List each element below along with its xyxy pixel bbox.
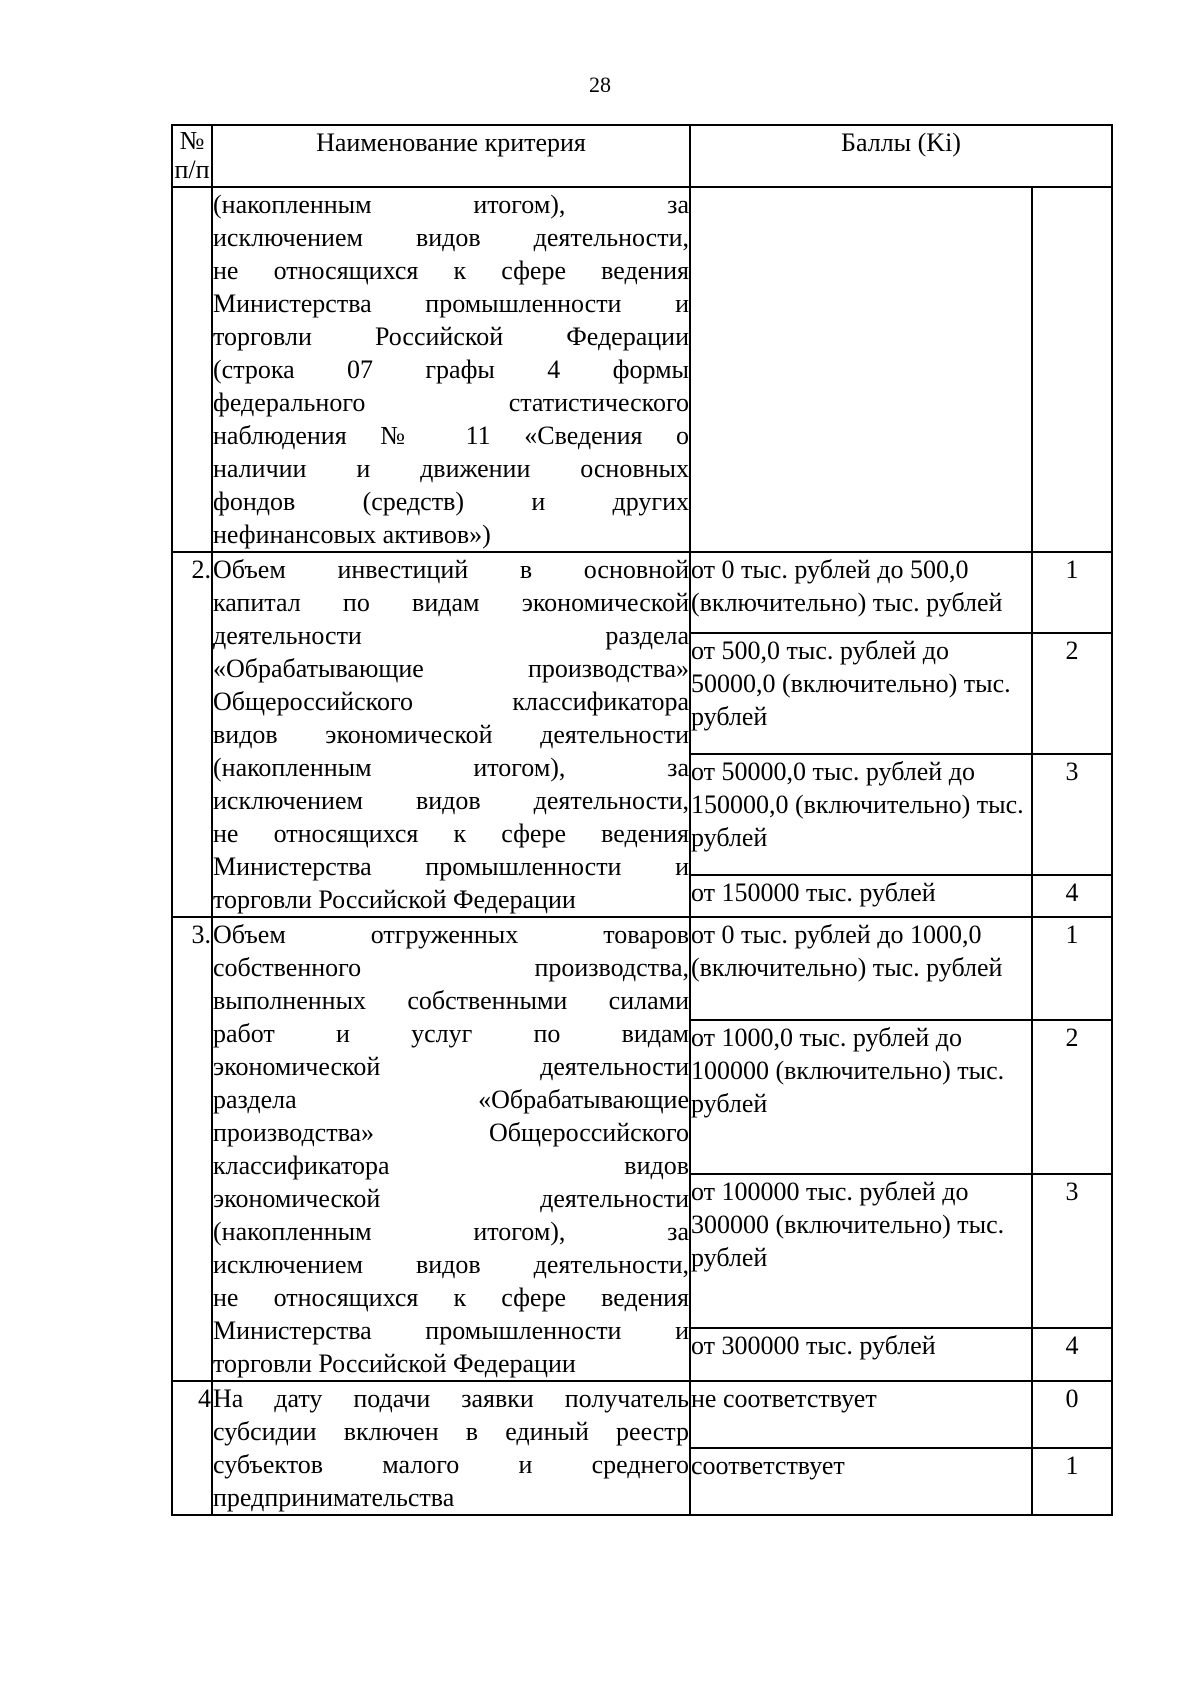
criterion-name-line: субъектов малого и среднего <box>213 1450 689 1479</box>
criterion-name <box>212 187 690 552</box>
row-number: 2. <box>172 552 212 917</box>
criterion-name-line: производства» Общероссийского <box>213 1118 689 1147</box>
score-range: не соответствует <box>690 1381 1032 1448</box>
criterion-name-line: фондов (средств) и других <box>213 487 689 516</box>
score-points: 2 <box>1032 1020 1112 1174</box>
criteria-table-body <box>172 125 1112 1515</box>
criterion-name-line: предпринимательства <box>213 1483 455 1512</box>
criterion-name-line: работ и услуг по видам <box>213 1019 689 1048</box>
criterion-name-line: собственного производства, <box>213 953 689 982</box>
score-range: от 0 тыс. рублей до 500,0 (включительно) тыс. рублей <box>690 552 1032 633</box>
criterion-name-line: торговли Российской Федерации <box>213 322 689 351</box>
header-score: Баллы (Ki) <box>690 125 1112 187</box>
score-range: от 150000 тыс. рублей <box>690 875 1032 917</box>
criterion-name-line: Объем отгруженных товаров <box>213 920 689 949</box>
score-points: 4 <box>1032 1328 1112 1381</box>
score-range: от 100000 тыс. рублей до 300000 (включительно) тыс. рублей <box>690 1174 1032 1328</box>
criterion-name-line: наличии и движении основных <box>213 454 689 483</box>
criterion-name-line: На дату подачи заявки получатель <box>213 1384 689 1413</box>
row-number: 3. <box>172 917 212 1381</box>
score-points: 0 <box>1032 1381 1112 1448</box>
criterion-name-line: исключением видов деятельности, <box>213 1250 689 1279</box>
score-range: от 300000 тыс. рублей <box>690 1328 1032 1381</box>
criterion-name-line: капитал по видам экономической <box>213 588 689 617</box>
criterion-name-line: деятельности раздела <box>213 621 689 650</box>
criterion-name-line: исключением видов деятельности, <box>213 223 689 252</box>
criterion-name-line: федерального статистического <box>213 388 689 417</box>
table-header-row <box>172 125 1112 187</box>
header-number: № п/п <box>172 125 212 187</box>
criterion-name-line: «Обрабатывающие производства» <box>213 654 689 683</box>
criterion-name-line: торговли Российской Федерации <box>213 1349 576 1378</box>
score-points: 3 <box>1032 754 1112 875</box>
criterion-name-line: Министерства промышленности и <box>213 852 689 881</box>
score-range: соответствует <box>690 1448 1032 1515</box>
criterion-name <box>212 1381 690 1515</box>
score-range: от 50000,0 тыс. рублей до 150000,0 (включительно) тыс. рублей <box>690 754 1032 875</box>
criterion-name-line: (накопленным итогом), за <box>213 190 689 219</box>
row-number <box>172 187 212 552</box>
score-range <box>690 187 1032 552</box>
score-range: от 1000,0 тыс. рублей до 100000 (включительно) тыс. рублей <box>690 1020 1032 1174</box>
table-row <box>172 1381 1112 1448</box>
score-points: 3 <box>1032 1174 1112 1328</box>
score-points: 1 <box>1032 552 1112 633</box>
score-points: 2 <box>1032 633 1112 754</box>
criterion-name-line: не относящихся к сфере ведения <box>213 819 689 848</box>
criterion-name <box>212 917 690 1381</box>
score-range: от 500,0 тыс. рублей до 50000,0 (включительно) тыс. рублей <box>690 633 1032 754</box>
continued-row <box>172 187 1112 552</box>
criterion-name-line: видов экономической деятельности <box>213 720 689 749</box>
criterion-name-line: Объем инвестиций в основной <box>213 555 689 584</box>
criterion-name-line: (накопленным итогом), за <box>213 1217 689 1246</box>
criterion-name-line: экономической деятельности <box>213 1184 689 1213</box>
criterion-name-line: исключением видов деятельности, <box>213 786 689 815</box>
score-points: 1 <box>1032 1448 1112 1515</box>
criterion-name-line: Министерства промышленности и <box>213 289 689 318</box>
header-criterion-name: Наименование критерия <box>212 125 690 187</box>
score-range: от 0 тыс. рублей до 1000,0 (включительно) тыс. рублей <box>690 917 1032 1020</box>
criterion-name <box>212 552 690 917</box>
row-number: 4 <box>172 1381 212 1515</box>
table-row <box>172 917 1112 1020</box>
criterion-name-line: Министерства промышленности и <box>213 1316 689 1345</box>
criterion-name-line: (строка 07 графы 4 формы <box>213 355 689 384</box>
criterion-name-line: экономической деятельности <box>213 1052 689 1081</box>
criterion-name-line: нефинансовых активов») <box>213 520 491 549</box>
page-number: 28 <box>589 72 611 97</box>
score-points <box>1032 187 1112 552</box>
score-points: 4 <box>1032 875 1112 917</box>
table-row <box>172 552 1112 633</box>
criterion-name-line: торговли Российской Федерации <box>213 885 576 914</box>
criterion-name-line: не относящихся к сфере ведения <box>213 256 689 285</box>
criteria-table <box>171 124 1113 1516</box>
criterion-name-line: не относящихся к сфере ведения <box>213 1283 689 1312</box>
criterion-name-line: Общероссийского классификатора <box>213 687 689 716</box>
criterion-name-line: (накопленным итогом), за <box>213 753 689 782</box>
criterion-name-line: раздела «Обрабатывающие <box>213 1085 689 1114</box>
criterion-name-line: выполненных собственными силами <box>213 986 689 1015</box>
criterion-name-line: классификатора видов <box>213 1151 689 1180</box>
criterion-name-line: наблюдения № 11 «Сведения о <box>213 421 689 450</box>
criterion-name-line: субсидии включен в единый реестр <box>213 1417 689 1446</box>
score-points: 1 <box>1032 917 1112 1020</box>
